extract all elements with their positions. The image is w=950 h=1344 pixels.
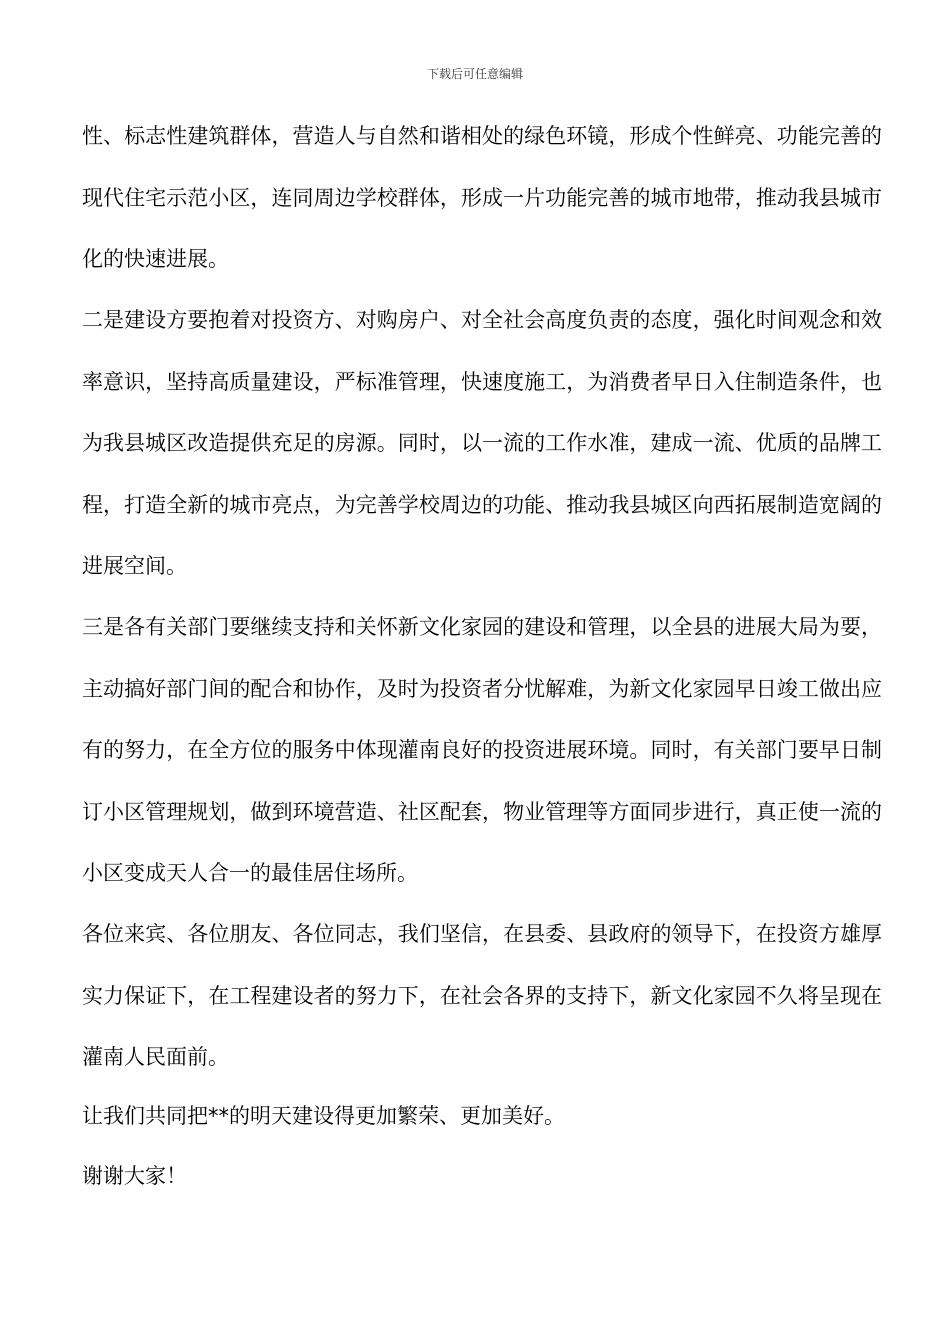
paragraph-6: 谢谢大家！ (82, 1164, 187, 1188)
paragraph-3: 三是各有关部门要继续支持和关怀新文化家园的建设和管理，以全县的进展大局为要，主动搞好部门间的配合和协作，及时为投资者分忧解难，为新文化家园早日竣工做出应有的努力，在全方位的服务中体现灌南良好的投资进展环境。同时，有关部门要早日制订小区管理规划，做到环境营造、社区配套，物业管理等方面同步进行，真正使一流的小区变成天人合一的最佳居住场所。 (82, 615, 882, 885)
paragraph-5: 让我们共同把**的明天建设得更加繁荣、更加美好。 (82, 1104, 565, 1128)
paragraph-1: 性、标志性建筑群体，营造人与自然和谐相处的绿色环镜，形成个性鲜亮、功能完善的现代住宅示范小区，连同周边学校群体，形成一片功能完善的城市地带，推动我县城市化的快速进展。 (82, 124, 882, 271)
paragraph-4: 各位来宾、各位朋友、各位同志，我们坚信，在县委、县政府的领导下，在投资方雄厚实力保证下，在工程建设者的努力下，在社会各界的支持下，新文化家园不久将呈现在灌南人民面前。 (82, 922, 882, 1069)
paragraph-2: 二是建设方要抱着对投资方、对购房户、对全社会高度负责的态度，强化时间观念和效率意识，坚持高质量建设，严标准管理，快速度施工，为消费者早日入住制造条件，也为我县城区改造提供充足的房源。同时，以一流的工作水准，建成一流、优质的品牌工程，打造全新的城市亮点，为完善学校周边的功能、推动我县城区向西拓展制造宽阔的进展空间。 (82, 308, 882, 578)
page-header: 下载后可任意编辑 (426, 67, 523, 81)
